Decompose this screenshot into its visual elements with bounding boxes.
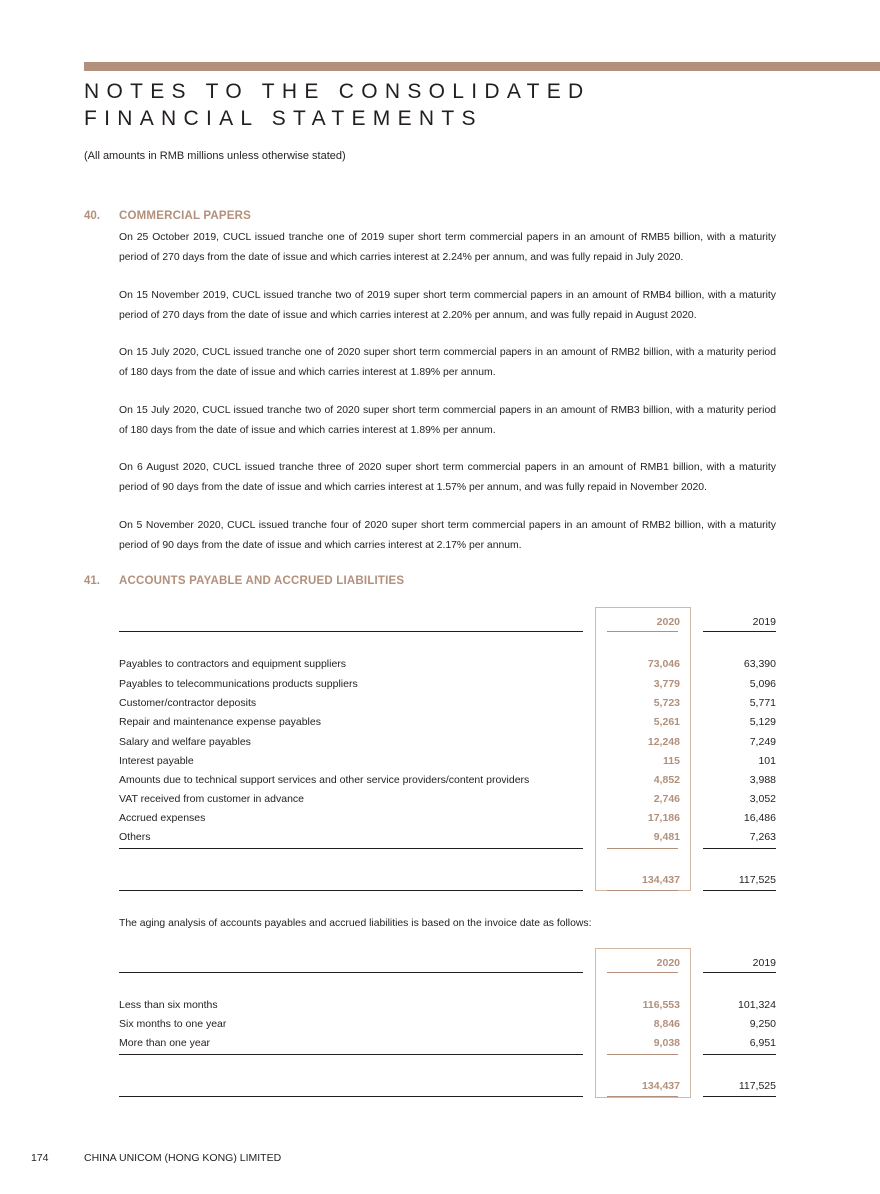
table2-header-2020: 2020 <box>656 957 680 969</box>
table1-row-2019: 3,988 <box>749 774 776 786</box>
table1-row-2019: 101 <box>758 755 776 767</box>
table1-row-label: VAT received from customer in advance <box>119 793 304 805</box>
divider <box>119 631 583 632</box>
table1-row-2020: 2,746 <box>653 793 680 805</box>
table1-total-2020: 134,437 <box>642 874 680 886</box>
paragraph: On 15 July 2020, CUCL issued tranche one of 2020 super short term commercial papers in an amount of RMB2 billion, with a maturity period of 180 days from the date of issue and which carries interest at 1.89% per annum. <box>119 347 776 378</box>
table1-row-2019: 5,096 <box>749 678 776 690</box>
divider <box>703 890 776 891</box>
page-title <box>84 78 591 132</box>
table2-row-2019: 6,951 <box>749 1037 776 1049</box>
table1-row-2019: 5,771 <box>749 697 776 709</box>
page-subtitle: (All amounts in RMB millions unless otherwise stated) <box>84 150 346 162</box>
paragraph: On 6 August 2020, CUCL issued tranche three of 2020 super short term commercial papers in an amount of RMB1 billion, with a maturity period of 90 days from the date of issue and which carries interest at 1.57% per annum, and was fully repaid in November 2020. <box>119 462 776 493</box>
table2-total-2019: 117,525 <box>738 1080 776 1092</box>
table2-row-2019: 9,250 <box>749 1018 776 1030</box>
divider <box>703 1096 776 1097</box>
table2-total-2020: 134,437 <box>642 1080 680 1092</box>
table1-header-2019: 2019 <box>752 616 776 628</box>
section-41-number: 41. <box>84 575 100 587</box>
page-number: 174 <box>31 1152 49 1164</box>
section-40-title: COMMERCIAL PAPERS <box>119 210 252 222</box>
page-title-line2: FINANCIAL STATEMENTS <box>84 107 483 130</box>
table1-row-label: Repair and maintenance expense payables <box>119 716 321 728</box>
table2-header-2019: 2019 <box>752 957 776 969</box>
table1-row-2020: 5,723 <box>653 697 680 709</box>
table1-row-2019: 3,052 <box>749 793 776 805</box>
divider <box>119 1054 583 1055</box>
table2-row-label: Less than six months <box>119 999 218 1011</box>
table1-row-2020: 5,261 <box>653 716 680 728</box>
table1-row-2020: 17,186 <box>647 812 680 824</box>
table1-total-2019: 117,525 <box>738 874 776 886</box>
table1-row-2019: 16,486 <box>743 812 776 824</box>
table2-row-2020: 116,553 <box>642 999 680 1011</box>
paragraph: On 5 November 2020, CUCL issued tranche four of 2020 super short term commercial papers in an amount of RMB2 billion, with a maturity period of 90 days from the date of issue and which carries interest at 2.17% per annum. <box>119 520 776 551</box>
table1-row-2020: 9,481 <box>653 831 680 843</box>
divider <box>607 631 678 632</box>
table2-row-2020: 8,846 <box>653 1018 680 1030</box>
aging-intro: The aging analysis of accounts payables and accrued liabilities is based on the invoice date as follows: <box>119 918 592 929</box>
section-41-title: ACCOUNTS PAYABLE AND ACCRUED LIABILITIES <box>119 575 405 587</box>
divider <box>607 1096 678 1097</box>
table2-row-2019: 101,324 <box>738 999 776 1011</box>
table1-row-2019: 63,390 <box>743 658 776 670</box>
paragraph: On 25 October 2019, CUCL issued tranche one of 2019 super short term commercial papers in an amount of RMB5 billion, with a maturity period of 270 days from the date of issue and which carries interest at 2.24% per annum, and was fully repaid in July 2020. <box>119 232 776 263</box>
table1-row-label: Payables to telecommunications products suppliers <box>119 678 358 690</box>
divider <box>607 1054 678 1055</box>
divider <box>119 890 583 891</box>
table1-row-label: Salary and welfare payables <box>119 736 251 748</box>
table1-row-2020: 3,779 <box>653 678 680 690</box>
table1-row-label: Amounts due to technical support services and other service providers/content providers <box>119 774 530 786</box>
table1-row-label: Accrued expenses <box>119 812 206 824</box>
divider <box>119 1096 583 1097</box>
company-name: CHINA UNICOM (HONG KONG) LIMITED <box>84 1152 282 1164</box>
table2-row-2020: 9,038 <box>653 1037 680 1049</box>
section-40-number: 40. <box>84 210 100 222</box>
table1-row-2020: 4,852 <box>653 774 680 786</box>
table1-row-label: Others <box>119 831 151 843</box>
table1-row-label: Customer/contractor deposits <box>119 697 257 709</box>
table1-row-label: Interest payable <box>119 755 194 767</box>
divider <box>703 972 776 973</box>
paragraph: On 15 November 2019, CUCL issued tranche two of 2019 super short term commercial papers in an amount of RMB4 billion, with a maturity period of 270 days from the date of issue and which carries interest at 2.20% per annum, and was fully repaid in August 2020. <box>119 290 776 321</box>
divider <box>119 972 583 973</box>
paragraph: On 15 July 2020, CUCL issued tranche two of 2020 super short term commercial papers in an amount of RMB3 billion, with a maturity period of 180 days from the date of issue and which carries interest at 1.89% per annum. <box>119 405 776 436</box>
table1-row-2020: 73,046 <box>647 658 680 670</box>
table1-row-2019: 5,129 <box>749 716 776 728</box>
divider <box>607 848 678 849</box>
table2-row-label: More than one year <box>119 1037 211 1049</box>
table1-row-2020: 115 <box>663 755 680 767</box>
divider <box>119 848 583 849</box>
table1-row-2019: 7,263 <box>749 831 776 843</box>
table1-row-label: Payables to contractors and equipment suppliers <box>119 658 347 670</box>
divider <box>703 1054 776 1055</box>
divider <box>607 890 678 891</box>
table1-row-2020: 12,248 <box>647 736 680 748</box>
divider <box>607 972 678 973</box>
table2-row-label: Six months to one year <box>119 1018 227 1030</box>
divider <box>703 848 776 849</box>
table1-header-2020: 2020 <box>656 616 680 628</box>
table1-row-2019: 7,249 <box>749 736 776 748</box>
header-rule <box>84 62 880 71</box>
page-title-line1: NOTES TO THE CONSOLIDATED <box>84 80 591 103</box>
divider <box>703 631 776 632</box>
